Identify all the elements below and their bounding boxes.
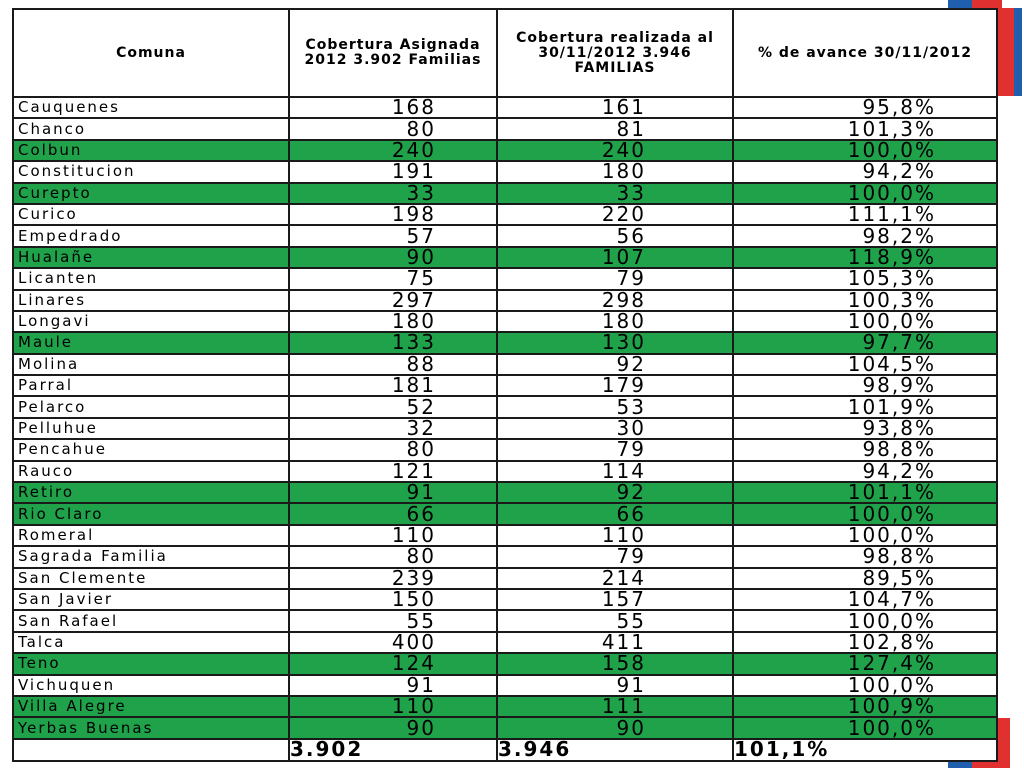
- asignada-cell: 80: [289, 546, 497, 567]
- realizada-cell: 161: [497, 97, 733, 118]
- asignada-cell: 110: [289, 525, 497, 546]
- comuna-cell: San Rafael: [13, 610, 289, 631]
- avance-cell: 98,2%: [733, 225, 997, 246]
- table-row: [13, 140, 997, 161]
- comuna-cell: Pelarco: [13, 396, 289, 417]
- asignada-cell: 88: [289, 354, 497, 375]
- avance-cell: 101,3%: [733, 118, 997, 139]
- asignada-cell: 110: [289, 696, 497, 717]
- comuna-cell: Talca: [13, 632, 289, 653]
- comuna-cell: Pelluhue: [13, 418, 289, 439]
- realizada-cell: 298: [497, 290, 733, 311]
- table-row: [13, 118, 997, 139]
- table-row: [13, 268, 997, 289]
- asignada-cell: 121: [289, 461, 497, 482]
- avance-cell: 100,0%: [733, 183, 997, 204]
- comuna-cell: Rio Claro: [13, 503, 289, 524]
- realizada-cell: 220: [497, 204, 733, 225]
- right-red-bar-bottom: [996, 718, 1010, 768]
- header-comuna: Comuna: [13, 9, 289, 97]
- realizada-cell: 110: [497, 525, 733, 546]
- comuna-cell: Maule: [13, 332, 289, 353]
- asignada-cell: 90: [289, 717, 497, 738]
- comuna-cell: Empedrado: [13, 225, 289, 246]
- total-asignada: 3.902: [289, 739, 497, 761]
- avance-cell: 104,5%: [733, 354, 997, 375]
- asignada-cell: 52: [289, 396, 497, 417]
- table-row: [13, 653, 997, 674]
- table-row: [13, 375, 997, 396]
- realizada-cell: 55: [497, 610, 733, 631]
- asignada-cell: 150: [289, 589, 497, 610]
- header-porcentaje-avance: % de avance 30/11/2012: [733, 9, 997, 97]
- asignada-cell: 168: [289, 97, 497, 118]
- comuna-cell: Sagrada Familia: [13, 546, 289, 567]
- asignada-cell: 32: [289, 418, 497, 439]
- realizada-cell: 79: [497, 439, 733, 460]
- top-blue-stripe: [948, 0, 972, 8]
- comuna-cell: Cauquenes: [13, 97, 289, 118]
- table-row: [13, 311, 997, 332]
- table-row: [13, 568, 997, 589]
- avance-cell: 100,0%: [733, 610, 997, 631]
- total-realizada: 3.946: [497, 739, 733, 761]
- asignada-cell: 66: [289, 503, 497, 524]
- asignada-cell: 55: [289, 610, 497, 631]
- realizada-cell: 214: [497, 568, 733, 589]
- asignada-cell: 240: [289, 140, 497, 161]
- realizada-cell: 30: [497, 418, 733, 439]
- realizada-cell: 180: [497, 161, 733, 182]
- comuna-cell: Teno: [13, 653, 289, 674]
- comuna-cell: Yerbas Buenas: [13, 717, 289, 738]
- avance-cell: 118,9%: [733, 247, 997, 268]
- table-row: [13, 589, 997, 610]
- asignada-cell: 80: [289, 439, 497, 460]
- top-red-stripe: [972, 0, 1002, 8]
- table-row: [13, 439, 997, 460]
- realizada-cell: 92: [497, 354, 733, 375]
- table-row: [13, 461, 997, 482]
- totals-label-cell: [13, 739, 289, 761]
- table-row: [13, 97, 997, 118]
- header-row: [13, 9, 997, 97]
- table-row: [13, 247, 997, 268]
- asignada-cell: 90: [289, 247, 497, 268]
- comuna-cell: Parral: [13, 375, 289, 396]
- avance-cell: 95,8%: [733, 97, 997, 118]
- realizada-cell: 66: [497, 503, 733, 524]
- asignada-cell: 33: [289, 183, 497, 204]
- realizada-cell: 81: [497, 118, 733, 139]
- realizada-cell: 158: [497, 653, 733, 674]
- table-row: [13, 525, 997, 546]
- table-row: [13, 503, 997, 524]
- asignada-cell: 180: [289, 311, 497, 332]
- table-row: [13, 482, 997, 503]
- asignada-cell: 80: [289, 118, 497, 139]
- table-row: [13, 183, 997, 204]
- avance-cell: 104,7%: [733, 589, 997, 610]
- coverage-table: [12, 8, 998, 762]
- comuna-cell: Pencahue: [13, 439, 289, 460]
- comuna-cell: Curico: [13, 204, 289, 225]
- comuna-cell: San Clemente: [13, 568, 289, 589]
- table-row: [13, 418, 997, 439]
- asignada-cell: 57: [289, 225, 497, 246]
- comuna-cell: Constitucion: [13, 161, 289, 182]
- table-row: [13, 546, 997, 567]
- table-row: [13, 675, 997, 696]
- asignada-cell: 133: [289, 332, 497, 353]
- asignada-cell: 124: [289, 653, 497, 674]
- comuna-cell: Molina: [13, 354, 289, 375]
- avance-cell: 97,7%: [733, 332, 997, 353]
- realizada-cell: 157: [497, 589, 733, 610]
- asignada-cell: 75: [289, 268, 497, 289]
- avance-cell: 101,1%: [733, 482, 997, 503]
- table-row: [13, 161, 997, 182]
- comuna-cell: Linares: [13, 290, 289, 311]
- table-row: [13, 696, 997, 717]
- avance-cell: 102,8%: [733, 632, 997, 653]
- comuna-cell: Rauco: [13, 461, 289, 482]
- totals-row: [13, 739, 997, 761]
- asignada-cell: 181: [289, 375, 497, 396]
- avance-cell: 127,4%: [733, 653, 997, 674]
- asignada-cell: 91: [289, 482, 497, 503]
- asignada-cell: 239: [289, 568, 497, 589]
- avance-cell: 100,0%: [733, 717, 997, 738]
- header-cobertura-realizada: Cobertura realizada al 30/11/2012 3.946 FAMILIAS: [497, 9, 733, 97]
- avance-cell: 100,9%: [733, 696, 997, 717]
- table-row: [13, 717, 997, 738]
- table-row: [13, 354, 997, 375]
- realizada-cell: 90: [497, 717, 733, 738]
- realizada-cell: 53: [497, 396, 733, 417]
- avance-cell: 98,9%: [733, 375, 997, 396]
- avance-cell: 98,8%: [733, 439, 997, 460]
- right-blue-bar-top: [1014, 8, 1022, 96]
- realizada-cell: 130: [497, 332, 733, 353]
- avance-cell: 100,0%: [733, 525, 997, 546]
- comuna-cell: Romeral: [13, 525, 289, 546]
- realizada-cell: 180: [497, 311, 733, 332]
- header-cobertura-asignada: Cobertura Asignada 2012 3.902 Familias: [289, 9, 497, 97]
- avance-cell: 100,0%: [733, 503, 997, 524]
- right-red-bar-top: [996, 8, 1014, 96]
- asignada-cell: 91: [289, 675, 497, 696]
- comuna-cell: Chanco: [13, 118, 289, 139]
- comuna-cell: Licanten: [13, 268, 289, 289]
- table-row: [13, 225, 997, 246]
- realizada-cell: 33: [497, 183, 733, 204]
- table-row: [13, 632, 997, 653]
- table-row: [13, 204, 997, 225]
- comuna-cell: Vichuquen: [13, 675, 289, 696]
- avance-cell: 98,8%: [733, 546, 997, 567]
- avance-cell: 111,1%: [733, 204, 997, 225]
- avance-cell: 93,8%: [733, 418, 997, 439]
- asignada-cell: 297: [289, 290, 497, 311]
- comuna-cell: Hualañe: [13, 247, 289, 268]
- realizada-cell: 79: [497, 268, 733, 289]
- avance-cell: 100,0%: [733, 311, 997, 332]
- realizada-cell: 240: [497, 140, 733, 161]
- comuna-cell: San Javier: [13, 589, 289, 610]
- comuna-cell: Retiro: [13, 482, 289, 503]
- comuna-cell: Colbun: [13, 140, 289, 161]
- realizada-cell: 56: [497, 225, 733, 246]
- realizada-cell: 79: [497, 546, 733, 567]
- table-row: [13, 396, 997, 417]
- comuna-cell: Villa Alegre: [13, 696, 289, 717]
- table-row: [13, 290, 997, 311]
- avance-cell: 100,0%: [733, 140, 997, 161]
- realizada-cell: 91: [497, 675, 733, 696]
- realizada-cell: 107: [497, 247, 733, 268]
- avance-cell: 94,2%: [733, 161, 997, 182]
- avance-cell: 89,5%: [733, 568, 997, 589]
- total-avance: 101,1%: [733, 739, 997, 761]
- avance-cell: 94,2%: [733, 461, 997, 482]
- realizada-cell: 92: [497, 482, 733, 503]
- avance-cell: 100,3%: [733, 290, 997, 311]
- table-body: [13, 97, 997, 739]
- realizada-cell: 179: [497, 375, 733, 396]
- avance-cell: 105,3%: [733, 268, 997, 289]
- asignada-cell: 191: [289, 161, 497, 182]
- realizada-cell: 111: [497, 696, 733, 717]
- comuna-cell: Longavi: [13, 311, 289, 332]
- table-row: [13, 610, 997, 631]
- avance-cell: 100,0%: [733, 675, 997, 696]
- asignada-cell: 198: [289, 204, 497, 225]
- realizada-cell: 114: [497, 461, 733, 482]
- table-row: [13, 332, 997, 353]
- asignada-cell: 400: [289, 632, 497, 653]
- comuna-cell: Curepto: [13, 183, 289, 204]
- avance-cell: 101,9%: [733, 396, 997, 417]
- realizada-cell: 411: [497, 632, 733, 653]
